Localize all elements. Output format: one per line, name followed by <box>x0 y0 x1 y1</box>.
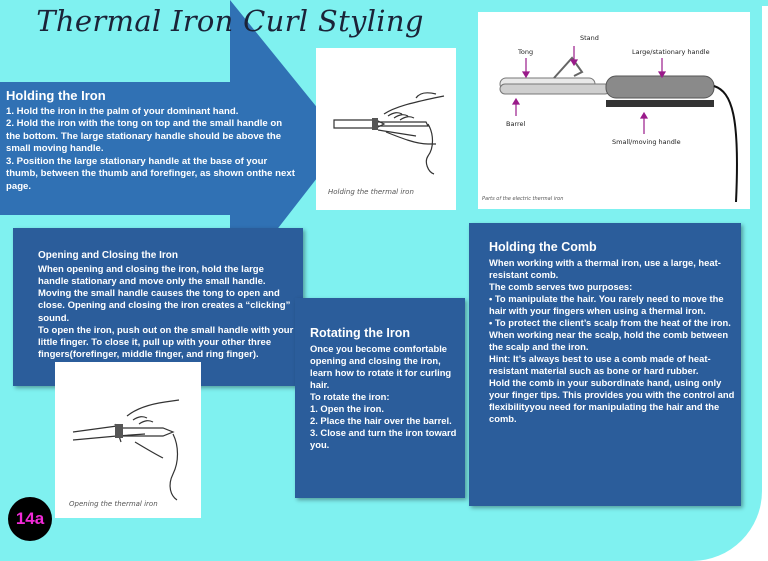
label-small-handle: Small/moving handle <box>612 138 681 146</box>
opening-iron-caption: Opening the thermal iron <box>69 500 158 508</box>
opening-iron-illustration <box>55 362 201 518</box>
rotating-body: Once you become comfortable opening and closing the iron, learn how to rotate it for curling hair. To rotate the iron: 1. Open the iron. 2. Place the hair over the barrel. 3. Close and turn the iron toward you. <box>310 343 457 451</box>
holding-iron-heading: Holding the Iron <box>6 88 106 103</box>
slide-title: Thermal Iron Curl Styling <box>36 4 424 38</box>
holding-iron-body: 1. Hold the iron in the palm of your dominant hand. 2. Hold the iron with the tong on top and the small handle on the bottom. The large stationary handle should be above the small moving handle. 3. Position the large stationary handle at the base of your thumb, between the thumb and forefinger, as shown onthe next page. <box>6 106 295 192</box>
iron-parts-diagram <box>478 12 750 209</box>
label-large-handle: Large/stationary handle <box>632 48 710 56</box>
label-barrel: Barrel <box>506 120 526 128</box>
opening-closing-body: When opening and closing the iron, hold the large handle stationary and move only the small handle. Moving the small handle causes the tong to open and close. Opening and closing the iron creates a “clicking” sound. To open the iron, push out on the small handle with your little finger. To close it, pull up with your other three fingers(forefinger, middle finger, and ring finger). <box>38 264 294 361</box>
holding-iron-section <box>6 88 296 193</box>
rotating-panel <box>295 298 465 498</box>
label-stand: Stand <box>580 34 599 42</box>
label-tong: Tong <box>518 48 534 56</box>
holding-iron-caption: Holding the thermal iron <box>328 188 414 196</box>
holding-comb-panel <box>469 223 741 506</box>
opening-iron-image <box>55 362 201 518</box>
iron-parts-caption: Parts of the electric thermal iron <box>482 196 564 202</box>
holding-iron-image <box>316 48 456 210</box>
holding-iron-illustration <box>316 48 456 210</box>
holding-comb-body: When working with a thermal iron, use a large, heat-resistant comb. The comb serves two purposes: • To manipulate the hair. You rarely need to move the hair with your fingers when using a thermal iron. • To protect the client’s scalp from the heat of the iron. When working near the scalp, hold the comb between the scalp and the iron. Hint: It’s always best to use a comb made of heat-resistant material such as bone or hard rubber. Hold the comb in your subordinate hand, using only your finger tips. This provides you with the control and flexibilityyou need for manipulating the hair and the comb. <box>489 257 735 425</box>
slide-number-badge: 14a <box>8 497 52 541</box>
opening-closing-heading: Opening and Closing the Iron <box>38 250 178 261</box>
rotating-heading: Rotating the Iron <box>310 326 410 340</box>
holding-comb-heading: Holding the Comb <box>489 240 597 254</box>
iron-parts-illustration <box>478 12 750 209</box>
